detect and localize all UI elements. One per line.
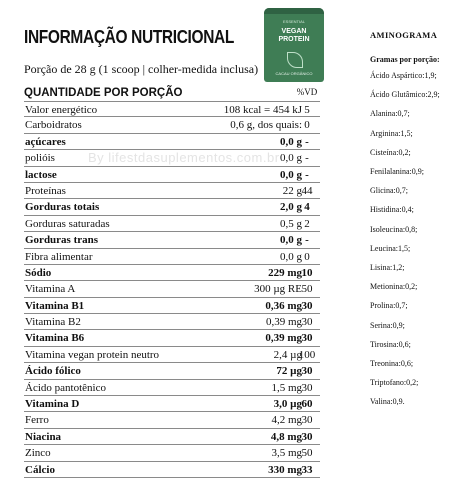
table-row — [24, 265, 320, 281]
amino-name: Triptofano: — [370, 378, 407, 388]
table-row — [24, 199, 320, 215]
amino-name: Leucina: — [370, 243, 398, 253]
nutrient-name: Vitamina D — [25, 398, 80, 411]
nutrient-amount: 22 g — [282, 184, 302, 197]
amino-name: Histidina: — [370, 205, 402, 215]
aminogram-item — [370, 340, 411, 349]
product-name-line2: PROTEIN — [278, 36, 310, 43]
nutrient-vd: 0 — [304, 250, 310, 263]
amino-name: Treonina: — [370, 359, 401, 368]
amino-value: 0,2; — [398, 147, 411, 157]
table-row — [24, 281, 320, 297]
amino-value: 0,6; — [400, 359, 414, 368]
nutrient-vd: 30 — [301, 430, 313, 443]
amino-name: Serina: — [370, 320, 393, 330]
nutrient-amount: 0,6 g, dos quais: — [230, 119, 302, 132]
table-row — [24, 330, 320, 346]
aminogram-item — [370, 378, 418, 387]
amino-name: Fenilalanina: — [370, 167, 412, 176]
amino-name: Valina: — [370, 397, 393, 407]
nutrition-table — [24, 101, 320, 478]
nutrient-amount: 1,5 mg — [271, 381, 302, 394]
amino-value: 1,5; — [397, 243, 411, 253]
table-row — [24, 412, 320, 428]
product-package-image — [264, 8, 324, 82]
aminogram-item — [370, 205, 414, 214]
nutrient-vd: 30 — [301, 365, 313, 378]
nutrient-name: Vitamina B2 — [25, 316, 81, 329]
nutrient-name: Sódio — [25, 266, 52, 279]
aminogram-item — [370, 282, 417, 291]
aminogram-item — [370, 301, 408, 310]
page-title: INFORMAÇÃO NUTRICIONAL — [24, 27, 235, 47]
nutrient-amount: 0,5 g — [280, 217, 302, 230]
nutrient-vd: - — [305, 234, 309, 247]
serving-size: Porção de 28 g (1 scoop | colher-medida inclusa) — [24, 62, 259, 76]
table-row — [24, 396, 320, 412]
nutrient-amount: 0,0 g — [280, 168, 302, 181]
aminogram-item — [370, 321, 405, 330]
aminogram-item — [370, 167, 424, 176]
amino-value: 0,7; — [395, 301, 408, 311]
nutrient-name: Niacina — [25, 430, 62, 443]
amino-name: Glicina: — [370, 186, 396, 196]
table-row — [24, 167, 320, 183]
amino-value: 0,2; — [406, 378, 419, 388]
nutrient-amount: 229 mg — [268, 266, 302, 279]
nutrient-amount: 3,0 µg — [273, 398, 302, 411]
table-row — [24, 216, 320, 232]
product-brand: ESSENTIAL — [282, 19, 305, 24]
nutrient-amount: 0,36 mg — [265, 299, 302, 312]
table-row — [24, 380, 320, 396]
nutrient-name: lactose — [25, 168, 57, 181]
nutrient-name: Fibra alimentar — [25, 250, 93, 263]
table-row — [24, 429, 320, 445]
nutrient-vd: 30 — [301, 332, 313, 345]
table-row — [24, 183, 320, 199]
aminogram-item — [370, 148, 411, 157]
amino-value: 2,9; — [427, 90, 440, 100]
product-name-line1: VEGAN — [281, 28, 307, 35]
product-flavor: CACAU ORGÂNICO — [275, 71, 313, 76]
nutrient-vd: - — [305, 168, 309, 181]
aminogram-item — [370, 244, 410, 253]
nutrient-name: Ácido fólico — [25, 365, 81, 378]
amino-name: Lisina: — [370, 263, 393, 272]
nutrient-vd: 100 — [298, 348, 316, 361]
nutrient-vd: 30 — [301, 381, 313, 394]
nutrient-name: polióis — [25, 152, 55, 165]
nutrient-amount: 300 µg RE — [254, 283, 302, 296]
nutrient-vd: 2 — [304, 217, 310, 230]
aminogram-subtitle: Gramas por porção: — [370, 55, 440, 64]
watermark: By lifestdasuplementos.com.br — [88, 150, 280, 165]
table-row — [24, 150, 320, 166]
nutrient-name: Proteínas — [25, 184, 66, 197]
nutrient-name: Gorduras trans — [25, 234, 99, 247]
nutrient-amount: 0,0 g — [280, 152, 302, 165]
nutrient-amount: 330 mg — [268, 463, 302, 476]
table-row — [24, 347, 320, 363]
amino-name: Isoleucina: — [370, 224, 406, 234]
amino-value: 0,7; — [397, 109, 410, 119]
table-header-vd: %VD — [296, 87, 318, 97]
nutrient-vd: 5 — [304, 104, 310, 116]
nutrient-amount: 0,39 mg — [265, 332, 302, 345]
nutrient-name: Cálcio — [25, 463, 55, 476]
aminogram-item — [370, 71, 437, 80]
nutrient-vd: 50 — [301, 447, 313, 460]
table-row — [24, 117, 320, 133]
table-row — [24, 298, 320, 314]
nutrient-vd: 30 — [301, 316, 313, 329]
nutrient-vd: - — [305, 135, 309, 148]
nutrient-name: Zinco — [25, 447, 51, 460]
amino-value: 1,9; — [424, 71, 437, 80]
aminogram-title: AMINOGRAMA — [370, 30, 438, 40]
table-header-quantity: QUANTIDADE POR PORÇÃO — [24, 87, 183, 99]
nutrient-vd: 44 — [301, 184, 313, 197]
nutrient-name: Valor energético — [25, 104, 98, 116]
amino-name: Arginina: — [370, 128, 401, 138]
amino-value: 1,5; — [400, 128, 413, 138]
nutrient-amount: 0,0 g — [280, 250, 302, 263]
nutrient-name: Vitamina B6 — [25, 332, 85, 345]
nutrient-name: açúcares — [25, 135, 66, 148]
aminogram-item — [370, 90, 440, 99]
nutrient-name: Gorduras totais — [25, 201, 100, 214]
amino-value: 0,2; — [405, 282, 418, 292]
aminogram-item — [370, 263, 404, 272]
amino-name: Ácido Aspártico: — [370, 71, 425, 80]
nutrient-vd: 50 — [301, 283, 313, 296]
aminogram-item — [370, 129, 413, 138]
amino-name: Prolina: — [370, 301, 396, 311]
amino-value: 0,9; — [411, 167, 424, 176]
nutrient-vd: - — [305, 152, 309, 165]
nutrient-amount: 4,8 mg — [270, 430, 302, 443]
aminogram-item — [370, 109, 410, 118]
amino-name: Tirosina: — [370, 339, 399, 349]
nutrient-amount: 0,39 mg — [265, 316, 302, 329]
nutrient-name: Vitamina B1 — [25, 299, 85, 312]
amino-value: 0,9. — [392, 397, 405, 407]
nutrient-name: Ácido pantotênico — [25, 381, 106, 394]
amino-value: 0,6; — [398, 339, 411, 349]
nutrient-vd: 60 — [301, 398, 313, 411]
amino-value: 0,9; — [392, 320, 405, 330]
nutrient-amount: 0,0 g — [280, 135, 302, 148]
nutrient-vd: 10 — [301, 266, 313, 279]
nutrient-vd: 30 — [301, 299, 313, 312]
nutrient-amount: 0,0 g — [280, 234, 302, 247]
amino-value: 0,8; — [405, 224, 418, 234]
nutrient-name: Ferro — [25, 414, 49, 427]
amino-value: 1,2; — [392, 263, 405, 272]
nutrient-name: Vitamina A — [25, 283, 76, 296]
nutrient-name: Vitamina vegan protein neutro — [25, 348, 160, 361]
table-row — [24, 363, 320, 379]
nutrient-amount: 4,2 mg — [271, 414, 302, 427]
nutrient-amount: 108 kcal = 454 kJ — [223, 104, 302, 116]
nutrient-vd: 0 — [304, 119, 310, 132]
table-row — [24, 101, 320, 117]
leaf-icon — [287, 52, 303, 68]
nutrient-amount: 3,5 mg — [271, 447, 302, 460]
amino-name: Metionina: — [370, 282, 406, 292]
table-row — [24, 232, 320, 248]
nutrient-amount: 72 µg — [276, 365, 302, 378]
amino-value: 0,4; — [401, 205, 414, 215]
amino-name: Ácido Glutâmico: — [370, 90, 428, 100]
nutrient-vd: 30 — [301, 414, 313, 427]
table-row — [24, 314, 320, 330]
nutrient-name: Gorduras saturadas — [25, 217, 110, 230]
aminogram-item — [370, 359, 413, 368]
aminogram-item — [370, 225, 417, 234]
nutrient-amount: 2,4 µg — [273, 348, 302, 361]
nutrient-name: Carboidratos — [25, 119, 82, 132]
aminogram-item — [370, 397, 405, 406]
amino-name: Cisteína: — [370, 147, 399, 157]
nutrient-amount: 2,0 g — [280, 201, 302, 214]
nutrient-vd: 4 — [304, 201, 310, 214]
table-row — [24, 445, 320, 461]
aminogram-item — [370, 186, 408, 195]
nutrient-vd: 33 — [301, 463, 313, 476]
table-row — [24, 462, 320, 478]
table-row — [24, 249, 320, 265]
amino-value: 0,7; — [395, 186, 409, 196]
amino-name: Alanina: — [370, 109, 398, 119]
table-row — [24, 134, 320, 150]
